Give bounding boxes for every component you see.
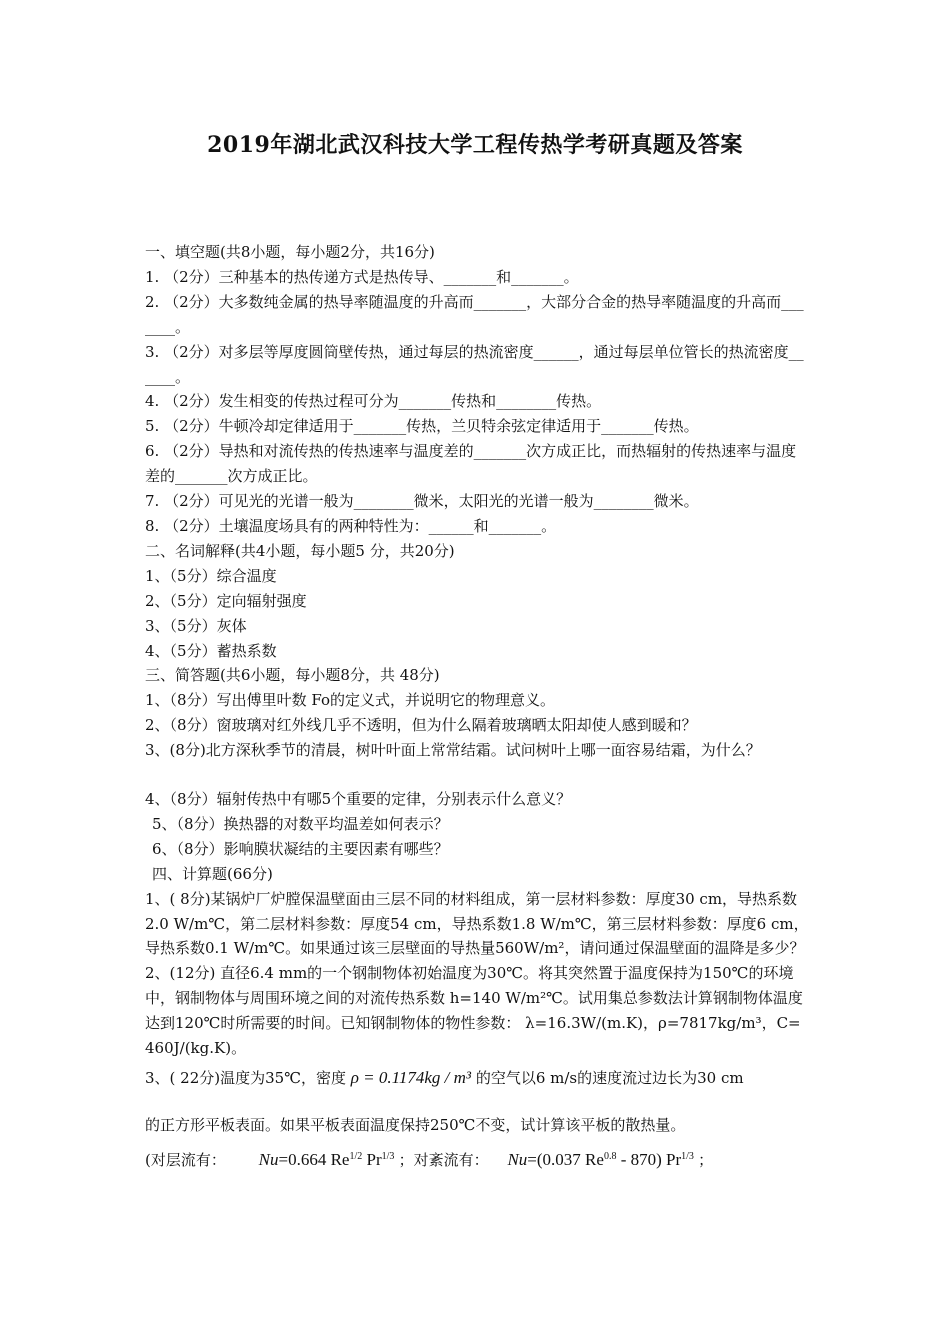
formula-part: Pr xyxy=(366,1149,382,1169)
question: 5、（8分）换热器的对数平均温差如何表示？ xyxy=(152,814,449,833)
exponent: 0.8 xyxy=(603,1150,617,1162)
question-text: 的空气以6 m/s的速度流过边长为30 cm xyxy=(475,1069,744,1087)
question: 6、（8分）影响膜状凝结的主要因素有哪些？ xyxy=(152,839,449,858)
question: 3. （2分）对多层等厚度圆筒壁传热，通过每层的热流密度______，通过每层单位管长的热流密度______。 xyxy=(145,342,804,386)
document-title: 2019年湖北武汉科技大学工程传热学考研真题及答案 xyxy=(207,132,743,158)
question: 2、（5分）定向辐射强度 xyxy=(145,591,307,610)
question: 3、(8分)北方深秋季节的清晨，树叶叶面上常常结霜。试问树叶上哪一面容易结霜，为什么？ xyxy=(145,741,761,760)
question: 的正方形平板表面。如果平板表面温度保持250℃不变，试计算该平板的散热量。 xyxy=(145,1116,686,1134)
formula-line xyxy=(145,1142,810,1175)
formula-label: ； xyxy=(698,1150,714,1169)
question: 4. （2分）发生相变的传热过程可分为_______传热和________传热。 xyxy=(145,392,602,411)
document-body xyxy=(145,240,810,1175)
question: 1、（5分）综合温度 xyxy=(145,566,277,585)
question: 2、(12分) 直径6.4 mm的一个钢制物体初始温度为30℃。将其突然置于温度保持为150℃的环境中，钢制物体与周围环境之间的对流传热系数 h=140 W/m²℃。试用集总参数法计算钢制物体温度达到120℃时所需要的时间。已知钢制物体的物性参数： λ=16.3W/(m.K)，ρ=7817kg/m³，C=460J/(kg.K)。 xyxy=(145,964,803,1058)
question-text: 3、( 22分)温度为35℃，密度 xyxy=(145,1069,346,1087)
formula-label: (对层流有： xyxy=(145,1150,226,1169)
question: 7. （2分）可见光的光谱一般为________微米，太阳光的光谱一般为________微米。 xyxy=(145,492,699,511)
question: 8. （2分）土壤温度场具有的两种特性为：______和_______。 xyxy=(145,516,557,535)
section-heading: 二、名词解释(共4小题，每小题5 分，共20分) xyxy=(145,541,455,560)
question: 6. （2分）导热和对流传热的传热速率与温度差的_______次方成正比，而热辐射的传热速率与温度差的_______次方成正比。 xyxy=(145,442,797,486)
laminar-formula xyxy=(259,1150,399,1169)
question: 4、（5分）蓄热系数 xyxy=(145,641,277,660)
question xyxy=(145,1061,810,1095)
exponent: 1/2 xyxy=(349,1150,363,1162)
question: 2、（8分）窗玻璃对红外线几乎不透明，但为什么隔着玻璃晒太阳却使人感到暖和？ xyxy=(145,716,697,735)
section-heading: 三、简答题(共6小题，每小题8分，共 48分) xyxy=(145,666,440,685)
question: 4、（8分）辐射传热中有哪5个重要的定律，分别表示什么意义？ xyxy=(145,790,572,809)
nu-symbol: Nu xyxy=(258,1149,279,1169)
spacer xyxy=(145,763,810,787)
formula-label: ；对紊流有： xyxy=(398,1150,489,1169)
question: 5. （2分）牛顿冷却定律适用于_______传热，兰贝特余弦定律适用于_______传热。 xyxy=(145,417,699,436)
formula-part: =0.664 Re xyxy=(278,1149,350,1169)
question: 1、（8分）写出傅里叶数 Fo的定义式，并说明它的物理意义。 xyxy=(145,691,555,710)
spacer xyxy=(145,1095,810,1113)
question: 2. （2分）大多数纯金属的热导率随温度的升高而_______，大部分合金的热导率随温度的升高而_______。 xyxy=(145,292,804,336)
formula-part: - 870) Pr xyxy=(620,1149,682,1169)
question: 1、( 8分)某锅炉厂炉膛保温壁面由三层不同的材料组成，第一层材料参数：厚度30 cm，导热系数2.0 W/m℃，第二层材料参数：厚度54 cm，导热系数1.8 W/m℃，第三层材料参数：厚度6 cm，导热系数0.1 W/m℃。如果通过该三层壁面的导热量560W/m²，请问通过保温壁面的温降是多少？ xyxy=(145,889,809,958)
density-formula: ρ = 0.1174kg / m³ xyxy=(350,1068,472,1087)
question: 1. （2分）三种基本的热传递方式是热传导、_______和_______。 xyxy=(145,267,579,286)
exponent: 1/3 xyxy=(681,1150,694,1162)
exponent: 1/3 xyxy=(381,1150,395,1162)
nu-symbol: Nu xyxy=(507,1149,528,1169)
question: 3、（5分）灰体 xyxy=(145,616,247,635)
section-heading: 一、填空题(共8小题，每小题2分，共16分) xyxy=(145,243,435,261)
turbulent-formula xyxy=(507,1150,698,1169)
section-heading: 四、计算题(66分) xyxy=(152,864,273,883)
formula-part: =(0.037 Re xyxy=(527,1149,604,1169)
